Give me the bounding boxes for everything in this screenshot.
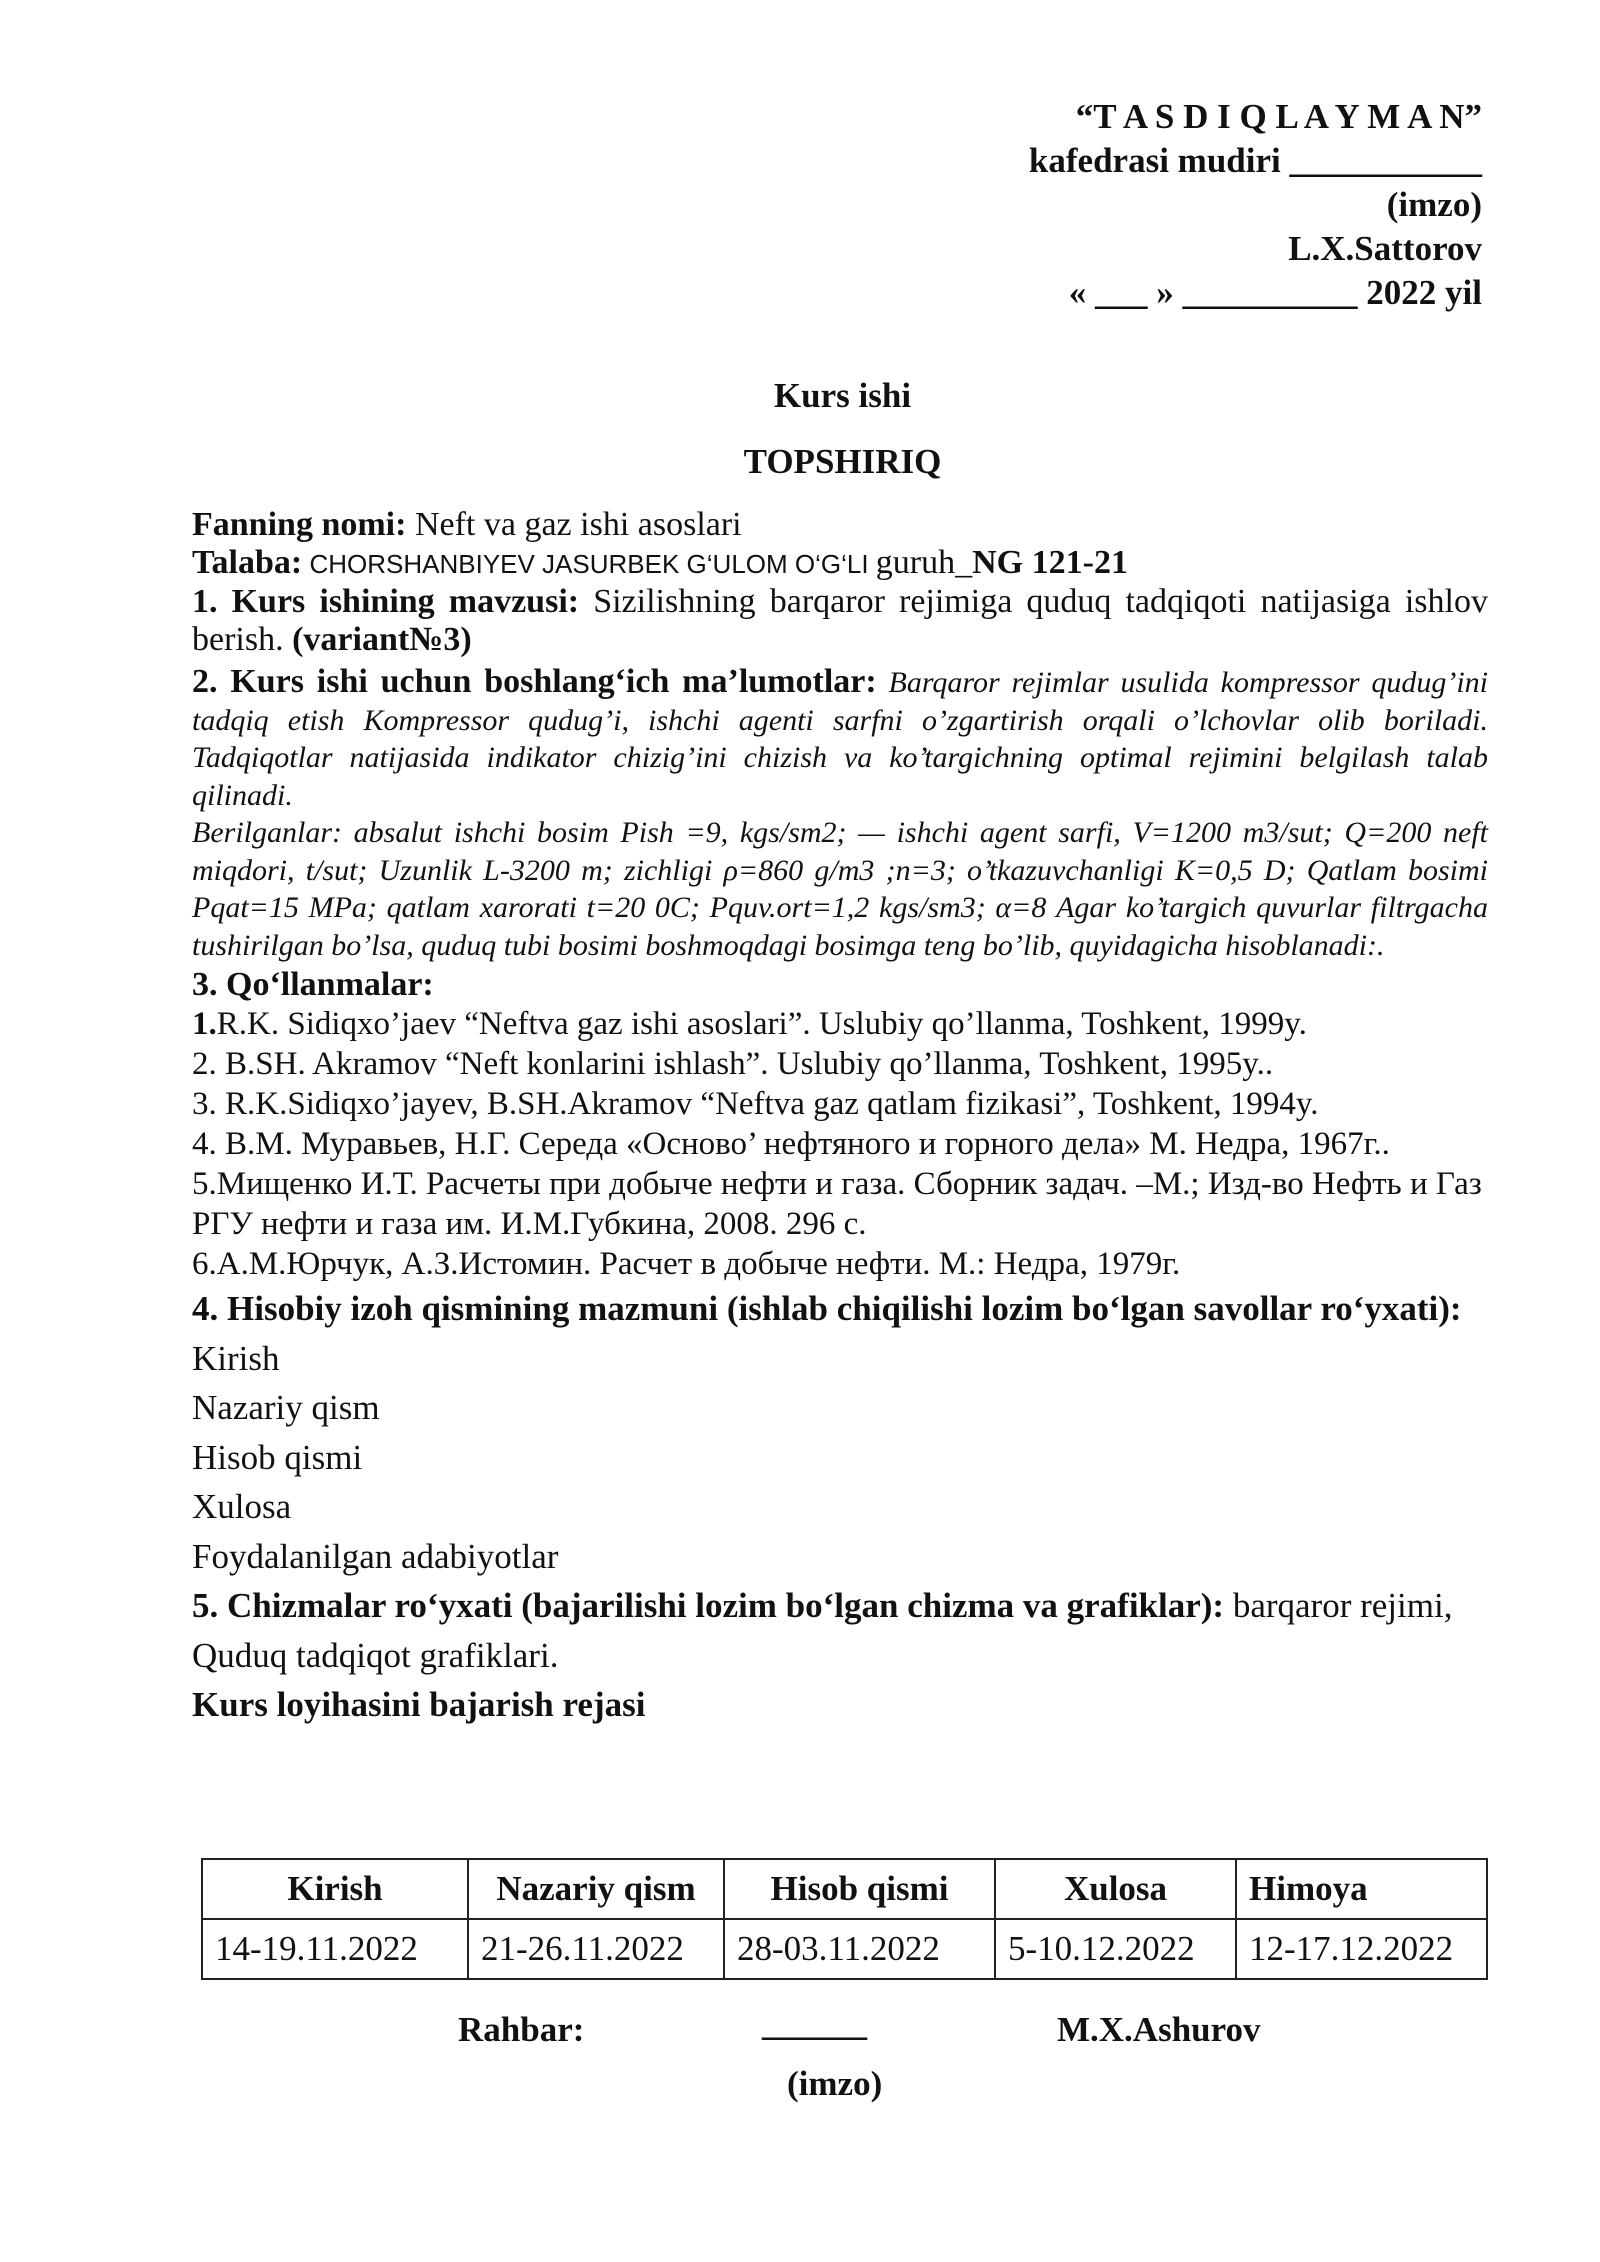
given-data: Berilganlar: absalut ishchi bosim Pish =9, kgs/sm2; — ishchi agent sarfi, V=1200 m3/sut; Q=200 neft miqdori, t/sut; Uzunlik L-3200 m; zichligi ρ=860 g/m3 ;n=3; o’tkazuvchanligi K=0,5 D; Qatlam bosimi Pqat=15 MPa; qatlam xarorati t=20 0C; Pquv.ort=1,2 kgs/sm3; α=8 Agar ko’targich quvurlar filtrgacha tushirilgan bo’lsa, quduq tubi bosimi boshmoqdagi bosimga teng bo’lib, quyidagicha hisoblanadi:. xyxy=(192,816,1488,962)
drawings-line xyxy=(192,1581,1488,1680)
student-label: Talaba: xyxy=(192,544,303,581)
schedule-table xyxy=(201,1858,1488,1980)
topic-line xyxy=(192,583,1488,659)
manuals-list xyxy=(192,1004,1522,1284)
drawings-label: 5. Chizmalar ro‘yxati (bajarilishi lozim bo‘lgan chizma va grafiklar): xyxy=(192,1586,1225,1625)
table-header-cell: Xulosa xyxy=(995,1859,1236,1919)
topic-text: Sizilishning barqaror rejimiga quduq tadqiqoti natijasiga ishlov berish. xyxy=(192,583,1488,658)
table-header-cell: Himoya xyxy=(1236,1859,1487,1919)
table-header-cell: Nazariy qism xyxy=(468,1859,724,1919)
group-value: NG 121-21 xyxy=(972,544,1128,581)
table-cell: 28-03.11.2022 xyxy=(724,1919,995,1979)
table-cell: 12-17.12.2022 xyxy=(1236,1919,1487,1979)
manuals-label: 3. Qo‘llanmalar: xyxy=(192,966,434,1003)
approver-position: kafedrasi mudiri ___________ xyxy=(1028,141,1482,180)
table-cell: 21-26.11.2022 xyxy=(468,1919,724,1979)
topic-label: 1. Kurs ishining mavzusi: xyxy=(192,583,580,620)
manual-text: R.K. Sidiqxo’jaev “Neftva gaz ishi asoslari”. Uslubiy qo’llanma, Toshkent, 1999y. xyxy=(216,1006,1307,1042)
approval-heading: “T A S D I Q L A Y M A N” xyxy=(1075,97,1482,136)
table-header-row xyxy=(202,1859,1487,1919)
subject-label: Fanning nomi: xyxy=(192,506,407,543)
assignment-body xyxy=(192,506,1488,1730)
manual-number: 1. xyxy=(192,1006,217,1042)
table-row xyxy=(202,1919,1487,1979)
initial-data xyxy=(192,663,1488,814)
manual-item xyxy=(192,1004,1522,1044)
table-cell: 14-19.11.2022 xyxy=(202,1919,468,1979)
table-header-cell: Kirish xyxy=(202,1859,468,1919)
approval-date: « ___ » __________ 2022 yil xyxy=(1068,273,1482,312)
contents-item: Xulosa xyxy=(192,1487,292,1526)
report-contents xyxy=(192,1284,1488,1730)
manual-item: 2. B.SH. Akramov “Neft konlarini ishlash”. Uslubiy qo’llanma, Toshkent, 1995y.. xyxy=(192,1046,1274,1082)
approver-name: L.X.Sattorov xyxy=(1288,229,1482,268)
document-subtitle: TOPSHIRIQ xyxy=(743,442,942,481)
student-line xyxy=(192,544,1488,583)
manual-item: 4. В.М. Муравьев, Н.Г. Середа «Осново’ нефтяного и горного дела» М. Недра, 1967г.. xyxy=(192,1126,1390,1162)
subject-line xyxy=(192,506,1488,544)
plan-title: Kurs loyihasini bajarish rejasi xyxy=(192,1685,646,1724)
manual-item: 6.А.М.Юрчук, А.З.Истомин. Расчет в добыче нефти. М.: Недра, 1979г. xyxy=(192,1246,1181,1282)
subject-value: Neft va gaz ishi asoslari xyxy=(406,506,742,543)
group-prefix: guruh_ xyxy=(875,544,973,581)
contents-item: Hisob qismi xyxy=(192,1437,363,1477)
supervisor-label: Rahbar: xyxy=(458,2010,585,2049)
supervisor-name: M.X.Ashurov xyxy=(1057,2010,1261,2049)
signature-hint: (imzo) xyxy=(787,2064,883,2103)
document-title: Kurs ishi xyxy=(773,376,912,415)
table-header-cell: Hisob qismi xyxy=(724,1859,995,1919)
approver-signature-hint: (imzo) xyxy=(1386,185,1482,224)
table-cell: 5-10.12.2022 xyxy=(995,1919,1236,1979)
student-name: CHORSHANBIYEV JASURBEK G‘ULOM O‘G‘LI xyxy=(302,549,876,579)
topic-variant: (variant№3) xyxy=(292,621,472,658)
signature-line: ______ xyxy=(762,2004,867,2043)
drawings-text: barqaror rejimi, Quduq tadqiqot grafiklari. xyxy=(192,1586,1453,1675)
contents-item: Kirish xyxy=(192,1338,280,1378)
manual-item: 5.Мищенко И.Т. Расчеты при добыче нефти и газа. Сборник задач. –М.; Изд-во Нефть и Газ РГУ нефти и газа им. И.М.Губкина, 2008. 296 с. xyxy=(192,1166,1482,1242)
manual-item: 3. R.K.Sidiqxo’jayev, B.SH.Akramov “Neftva gaz qatlam fizikasi”, Toshkent, 1994y. xyxy=(192,1086,1319,1122)
contents-item: Nazariy qism xyxy=(192,1388,380,1427)
contents-label: 4. Hisobiy izoh qismining mazmuni (ishlab chiqilishi lozim bo‘lgan savollar ro‘yxati): xyxy=(192,1289,1462,1328)
initial-data-label: 2. Kurs ishi uchun boshlang‘ich ma’lumotlar: xyxy=(192,663,877,700)
initial-data-text: Barqaror rejimlar usulida kompressor qudug’ini tadqiq etish Kompressor qudug’i, ishchi agenti sarfni o’zgartirish orqali o’lchovlar olib boriladi. Tadqiqotlar natijasida indikator chizig’ini chizish va ko’targichning optimal rejimini belgilash talab qilinadi. xyxy=(192,666,1488,812)
contents-item: Foydalanilgan adabiyotlar xyxy=(192,1536,559,1576)
approval-block xyxy=(922,95,1482,315)
